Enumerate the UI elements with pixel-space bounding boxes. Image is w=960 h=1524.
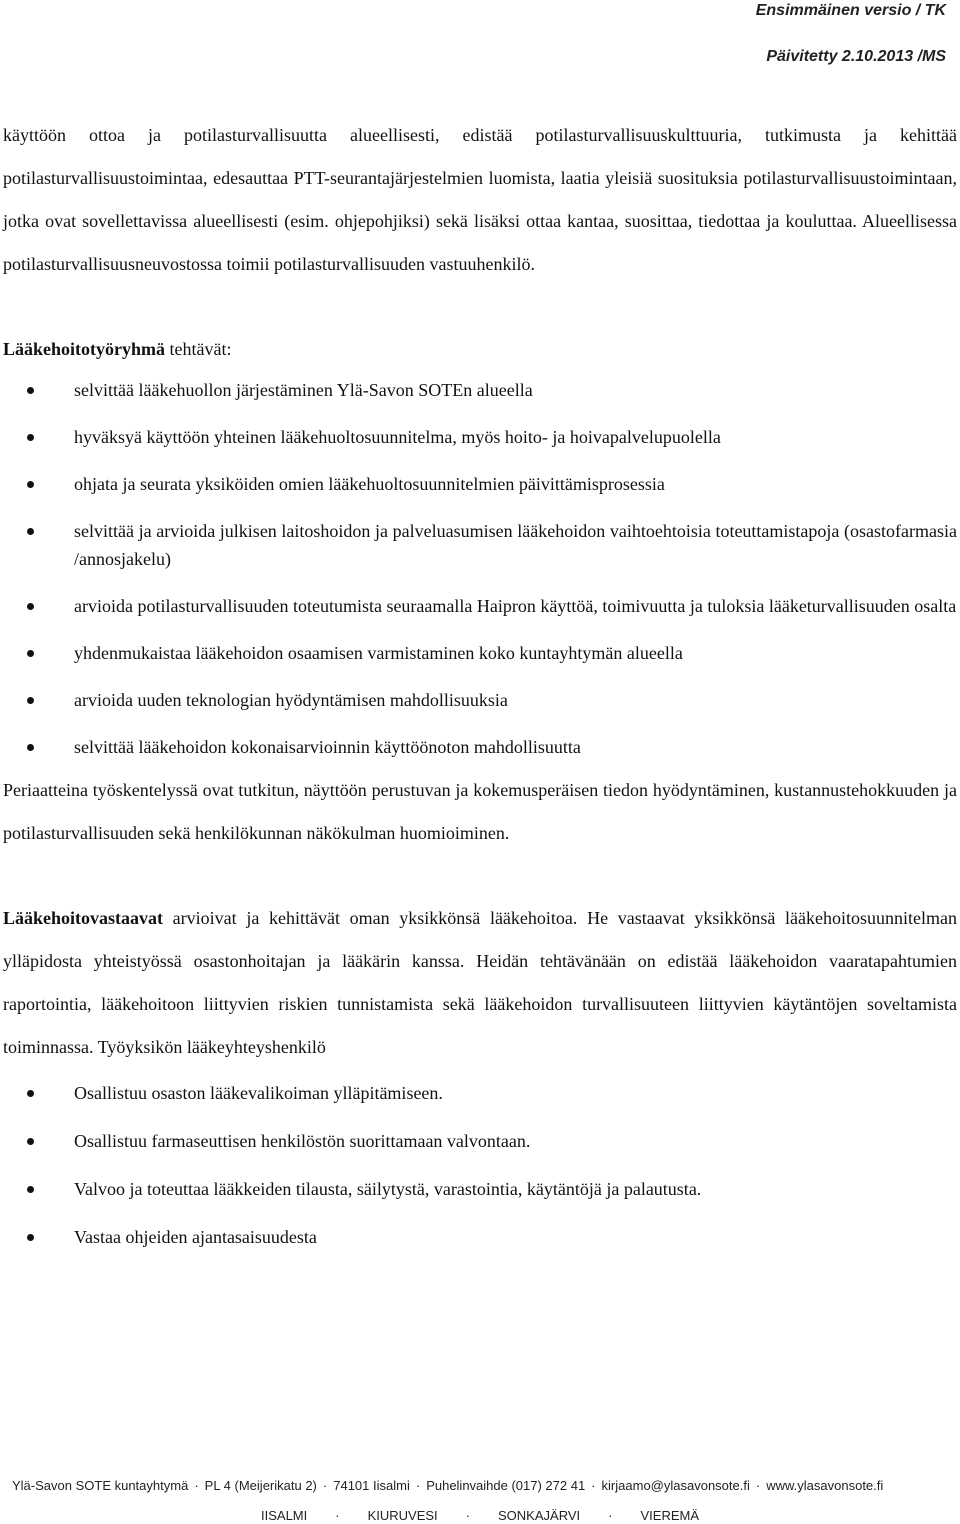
bullet-icon [27, 528, 34, 535]
document-body [3, 114, 957, 1251]
bullet-icon [27, 650, 34, 657]
intro-paragraph: käyttöön ottoa ja potilasturvallisuutta alueellisesti, edistää potilasturvallisuuskulttuuria, tutkimusta ja kehittää potilasturvallisuustoimintaa, edesauttaa PTT-seurantajärjestelmien luomista, laatia yleisiä suosituksia potilasturvallisuustoimintaan, jotka ovat sovellettavissa alueellisesti (esim. ohjepohjiksi) sekä lisäksi ottaa kantaa, suosittaa, tiedottaa ja kouluttaa. Alueellisessa potilasturvallisuusneuvostossa toimii potilasturvallisuuden vastuuhenkilö. [3, 125, 957, 274]
bullet-icon [27, 603, 34, 610]
principles-paragraph: Periaatteina työskentelyssä ovat tutkitun, näyttöön perustuvan ja kokemusperäisen tiedon hyödyntäminen, kustannustehokkuuden ja potilasturvallisuuden sekä henkilökunnan näkökulman huomioiminen. [3, 780, 957, 843]
bullet-icon [27, 1138, 34, 1145]
footer-town: KIURUVESI [367, 1508, 438, 1523]
bullet-icon [27, 434, 34, 441]
managers-text: arvioivat ja kehittävät oman yksikkönsä lääkehoitoa. He vastaavat yksikkönsä lääkehoitosuunnitelman ylläpidosta yhteistyössä osastonhoitajan ja lääkärin kanssa. Heidän tehtävänään on edistää lääkehoidon vaaratapahtumien raportointia, lääkehoitoon liittyvien riskien tunnistamista sekä lääkehoidon turvallisuuteen liittyvien käytäntöjen soveltamista toiminnassa. Työyksikön lääkeyhteyshenkilö [3, 908, 957, 1057]
managers-title: Lääkehoitovastaavat [3, 908, 164, 928]
bullet-icon [27, 744, 34, 751]
footer-postal: 74101 Iisalmi [333, 1478, 410, 1493]
footer-web: www.ylasavonsote.fi [766, 1478, 884, 1493]
bullet-icon [27, 697, 34, 704]
list-item: selvittää lääkehoidon kokonaisarvioinnin käyttöönoton mahdollisuutta [3, 733, 957, 761]
list-item: Osallistuu osaston lääkevalikoiman ylläpitämiseen. [3, 1079, 957, 1107]
footer-contact-line: Ylä-Savon SOTE kuntayhtymä · PL 4 (Meijerikatu 2) · 74101 Iisalmi · Puhelinvaihde (017) 272 41 · kirjaamo@ylasavonsote.fi · www.ylasavonsote.fi [12, 1478, 884, 1493]
list-item: yhdenmukaistaa lääkehoidon osaamisen varmistaminen koko kuntayhtymän alueella [3, 639, 957, 667]
managers-paragraph [3, 897, 957, 1069]
bullet-icon [27, 481, 34, 488]
list-item: Vastaa ohjeiden ajantasaisuudesta [3, 1223, 957, 1251]
bullet-icon [27, 1186, 34, 1193]
updated-note: Päivitetty 2.10.2013 /MS [766, 48, 946, 65]
workgroup-title: Lääkehoitotyöryhmä [3, 339, 165, 359]
footer-phone: Puhelinvaihde (017) 272 41 [426, 1478, 586, 1493]
workgroup-heading [3, 328, 957, 371]
footer-towns-line: IISALMI · KIURUVESI · SONKAJÄRVI · VIEREMÄ [261, 1508, 699, 1523]
list-item: arvioida potilasturvallisuuden toteutumista seuraamalla Haipron käyttöä, toimivuutta ja tuloksia lääketurvallisuuden osalta [3, 592, 957, 620]
version-note: Ensimmäinen versio / TK [755, 2, 946, 19]
footer-address: PL 4 (Meijerikatu 2) [204, 1478, 317, 1493]
list-item: ohjata ja seurata yksiköiden omien lääkehuoltosuunnitelmien päivittämisprosessia [3, 470, 957, 498]
workgroup-task-list [3, 376, 957, 761]
footer-town: IISALMI [261, 1508, 308, 1523]
managers-section [3, 897, 957, 1251]
managers-duty-list [3, 1079, 957, 1251]
list-item: arvioida uuden teknologian hyödyntämisen mahdollisuuksia [3, 686, 957, 714]
footer-org: Ylä-Savon SOTE kuntayhtymä [12, 1478, 189, 1493]
footer-town: SONKAJÄRVI [498, 1508, 581, 1523]
list-item: selvittää lääkehuollon järjestäminen Ylä-Savon SOTEn alueella [3, 376, 957, 404]
footer-email: kirjaamo@ylasavonsote.fi [601, 1478, 750, 1493]
bullet-icon [27, 387, 34, 394]
footer-town: VIEREMÄ [640, 1508, 699, 1523]
bullet-icon [27, 1234, 34, 1241]
list-item: Valvoo ja toteuttaa lääkkeiden tilausta, säilytystä, varastointia, käytäntöjä ja palautusta. [3, 1175, 957, 1203]
list-item: Osallistuu farmaseuttisen henkilöstön suorittamaan valvontaan. [3, 1127, 957, 1155]
workgroup-title-suffix: tehtävät: [165, 339, 232, 359]
workgroup-section [3, 328, 957, 855]
bullet-icon [27, 1090, 34, 1097]
list-item: selvittää ja arvioida julkisen laitoshoidon ja palveluasumisen lääkehoidon vaihtoehtoisia toteuttamistapoja (osastofarmasia /annosjakelu) [3, 517, 957, 573]
list-item: hyväksyä käyttöön yhteinen lääkehuoltosuunnitelma, myös hoito- ja hoivapalvelupuolella [3, 423, 957, 451]
